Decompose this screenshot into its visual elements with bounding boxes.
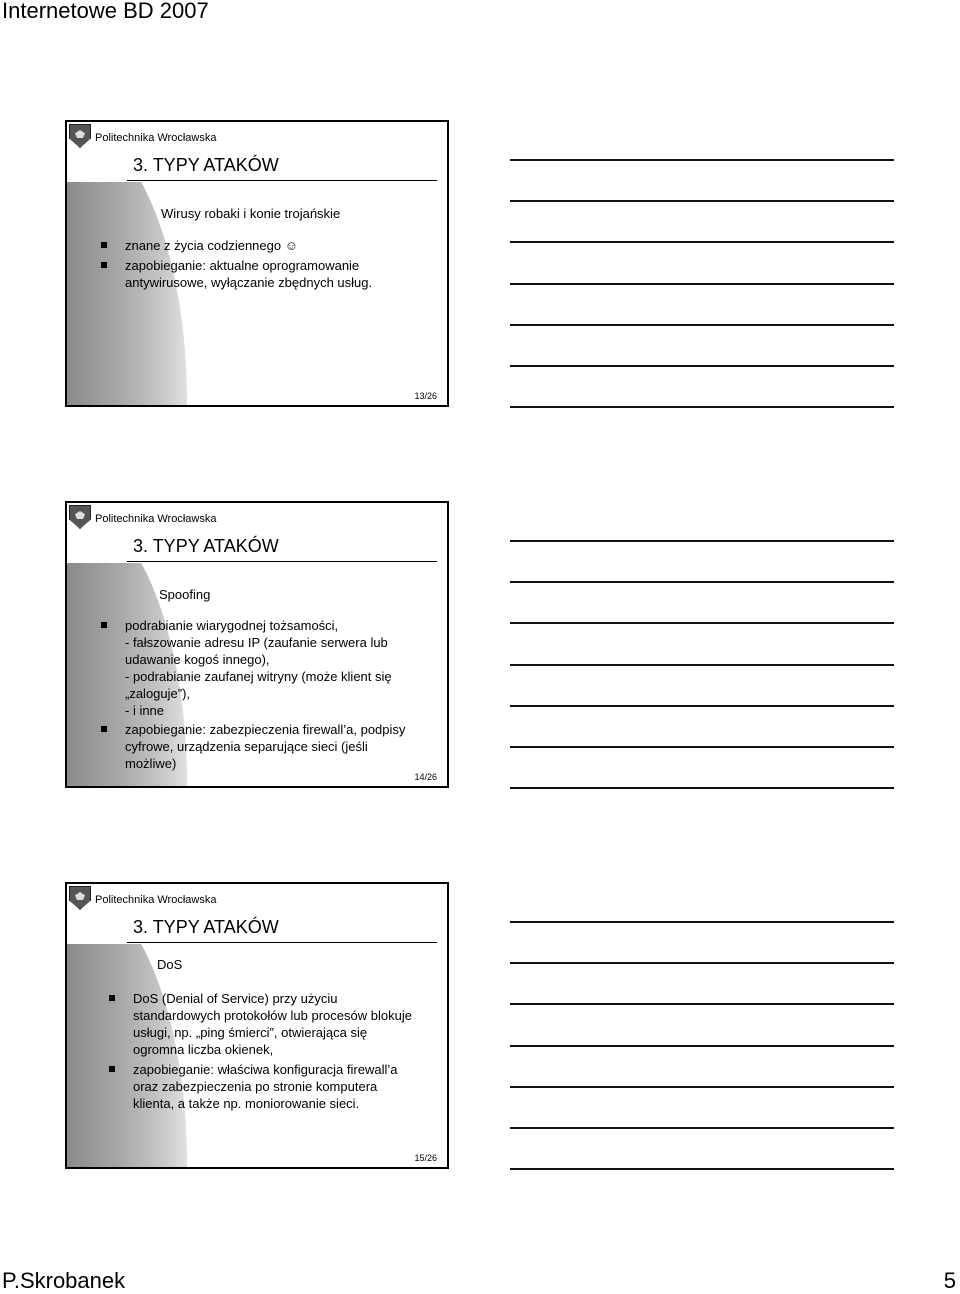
title-divider xyxy=(127,942,437,943)
slide-subtitle: DoS xyxy=(157,957,183,972)
note-line xyxy=(510,622,894,624)
title-divider xyxy=(127,180,437,181)
note-line xyxy=(510,324,894,326)
slide-page-number: 15/26 xyxy=(414,1153,437,1163)
bullet-item: zapobieganie: zabezpieczenia firewall’a, podpisy cyfrowe, urządzenia separujące sieci (jeśli możliwe) xyxy=(101,721,405,772)
organization-name: Politechnika Wrocławska xyxy=(95,894,217,906)
footer-author: P.Skrobanek xyxy=(2,1268,126,1293)
bullet-list xyxy=(101,617,405,772)
note-line xyxy=(510,1127,894,1129)
slide-15 xyxy=(65,882,449,1169)
slide-subtitle: Wirusy robaki i konie trojańskie xyxy=(161,206,341,221)
note-line xyxy=(510,581,894,583)
note-line xyxy=(510,746,894,748)
note-line xyxy=(510,283,894,285)
bullet-item: DoS (Denial of Service) przy użyciu standardowych protokołów lub procesów blokuje usługi, np. „ping śmierci”, otwierająca się ogromna liczba okienek, xyxy=(109,990,412,1058)
note-line xyxy=(510,921,894,923)
bullet-item: podrabianie wiarygodnej tożsamości, - fałszowanie adresu IP (zaufanie serwera lub udawanie kogoś innego), - podrabianie zaufanej witryny (może klient się „zaloguje”), - i inne xyxy=(101,617,405,719)
note-line xyxy=(510,159,894,161)
slide-13 xyxy=(65,120,449,407)
note-line xyxy=(510,705,894,707)
note-line xyxy=(510,365,894,367)
slide-title: 3. TYPY ATAKÓW xyxy=(133,536,279,556)
note-line xyxy=(510,962,894,964)
bullet-list xyxy=(109,990,412,1112)
note-line xyxy=(510,540,894,542)
note-line xyxy=(510,1003,894,1005)
note-line xyxy=(510,1168,894,1170)
bullet-item: znane z życia codziennego ☺ xyxy=(101,237,372,254)
slide-title: 3. TYPY ATAKÓW xyxy=(133,155,279,175)
bullet-item: zapobieganie: aktualne oprogramowanie antywirusowe, wyłączanie zbędnych usług. xyxy=(101,257,372,291)
note-line xyxy=(510,200,894,202)
note-line xyxy=(510,406,894,408)
organization-name: Politechnika Wrocławska xyxy=(95,132,217,144)
slide-page-number: 14/26 xyxy=(414,772,437,782)
note-line xyxy=(510,787,894,789)
slide-title: 3. TYPY ATAKÓW xyxy=(133,917,279,937)
organization-name: Politechnika Wrocławska xyxy=(95,513,217,525)
note-line xyxy=(510,664,894,666)
footer-page-number: 5 xyxy=(943,1268,956,1293)
note-line xyxy=(510,241,894,243)
note-line xyxy=(510,1086,894,1088)
bullet-list xyxy=(101,237,372,291)
slide-14 xyxy=(65,501,449,788)
slide-subtitle: Spoofing xyxy=(159,587,211,602)
slide-page-number: 13/26 xyxy=(414,391,437,401)
title-divider xyxy=(127,561,437,562)
document-header-title: Internetowe BD 2007 xyxy=(2,0,209,23)
note-line xyxy=(510,1045,894,1047)
bullet-item: zapobieganie: właściwa konfiguracja firewall’a oraz zabezpieczenia po stronie komputera klienta, a także np. moniorowanie sieci. xyxy=(109,1061,412,1112)
